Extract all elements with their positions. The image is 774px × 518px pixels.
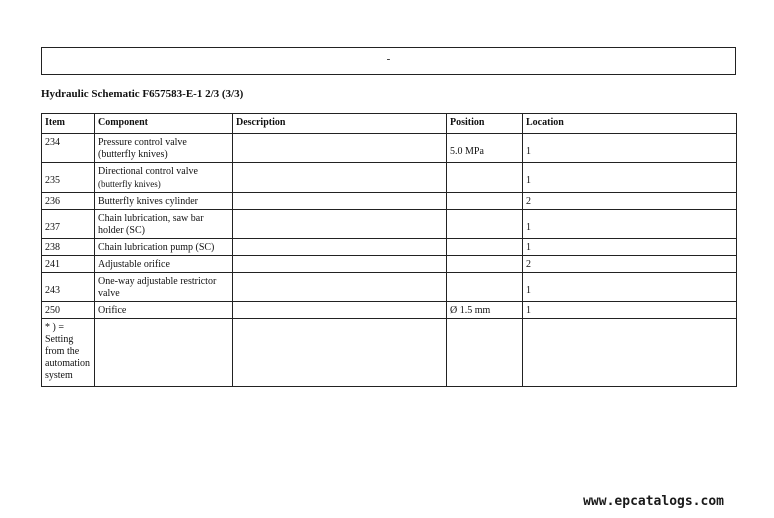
table-row: [42, 273, 737, 302]
cell-description: [233, 239, 447, 256]
watermark-text: www.epcatalogs.com: [583, 494, 724, 509]
parts-table: [41, 113, 737, 387]
cell-description: [233, 134, 447, 163]
cell-description: [233, 163, 447, 193]
cell-position: [447, 256, 523, 273]
cell-empty: [523, 319, 737, 387]
table-row: [42, 163, 737, 193]
header-box: [41, 47, 736, 75]
cell-position: Ø 1.5 mm: [447, 302, 523, 319]
cell-empty: [95, 319, 233, 387]
cell-location: 2: [523, 193, 737, 210]
footnote-line: Setting: [45, 334, 74, 345]
cell-position: [447, 273, 523, 302]
cell-location: 1: [523, 302, 737, 319]
cell-location: 1: [523, 239, 737, 256]
column-header-item: Item: [42, 114, 95, 134]
table-row: [42, 134, 737, 163]
cell-item: 250: [42, 302, 95, 319]
column-header-description: Description: [233, 114, 447, 134]
table-row: [42, 302, 737, 319]
cell-item: 243: [42, 273, 95, 302]
footnote-line: system: [45, 370, 73, 381]
table-row: [42, 193, 737, 210]
column-header-location: Location: [523, 114, 737, 134]
cell-item: 238: [42, 239, 95, 256]
page-title: Hydraulic Schematic F657583-E-1 2/3 (3/3): [41, 88, 244, 100]
cell-description: [233, 210, 447, 239]
component-line1: One-way adjustable restrictor: [98, 276, 217, 287]
header-mark: -: [386, 53, 391, 65]
cell-item: 237: [42, 210, 95, 239]
column-header-position: Position: [447, 114, 523, 134]
table-row-footnote: [42, 319, 737, 387]
component-line2: (butterfly knives): [98, 179, 161, 189]
component-line1: Pressure control valve: [98, 137, 187, 148]
table-header-row: [42, 114, 737, 134]
cell-location: 2: [523, 256, 737, 273]
component-line2: (butterfly knives): [98, 149, 168, 160]
cell-component: Butterfly knives cylinder: [95, 193, 233, 210]
column-header-component: Component: [95, 114, 233, 134]
footnote-line: automation: [45, 358, 90, 369]
cell-item: 234: [42, 134, 95, 163]
footnote-line: * ) =: [45, 322, 64, 333]
table-row: [42, 210, 737, 239]
cell-item: 235: [42, 163, 95, 193]
footnote-line: from the: [45, 346, 80, 357]
cell-location: 1: [523, 163, 737, 193]
component-line2: valve: [98, 288, 120, 299]
cell-description: [233, 302, 447, 319]
cell-component: Adjustable orifice: [95, 256, 233, 273]
cell-location: 1: [523, 273, 737, 302]
table-row: [42, 256, 737, 273]
cell-item: 236: [42, 193, 95, 210]
cell-location: 1: [523, 210, 737, 239]
cell-description: [233, 273, 447, 302]
cell-component: Orifice: [95, 302, 233, 319]
cell-footnote: [42, 319, 95, 387]
cell-location: 1: [523, 134, 737, 163]
cell-component: [95, 210, 233, 239]
component-line1: Chain lubrication, saw bar: [98, 213, 204, 224]
component-line2: holder (SC): [98, 225, 145, 236]
component-line1: Directional control valve: [98, 166, 198, 177]
cell-description: [233, 256, 447, 273]
cell-position: 5.0 MPa: [447, 134, 523, 163]
cell-position: [447, 163, 523, 193]
cell-component: [95, 273, 233, 302]
cell-component: [95, 163, 233, 193]
cell-component: [95, 134, 233, 163]
cell-position: [447, 210, 523, 239]
table-row: [42, 239, 737, 256]
cell-empty: [447, 319, 523, 387]
cell-component: Chain lubrication pump (SC): [95, 239, 233, 256]
cell-item: 241: [42, 256, 95, 273]
cell-description: [233, 193, 447, 210]
cell-position: [447, 239, 523, 256]
cell-empty: [233, 319, 447, 387]
cell-position: [447, 193, 523, 210]
